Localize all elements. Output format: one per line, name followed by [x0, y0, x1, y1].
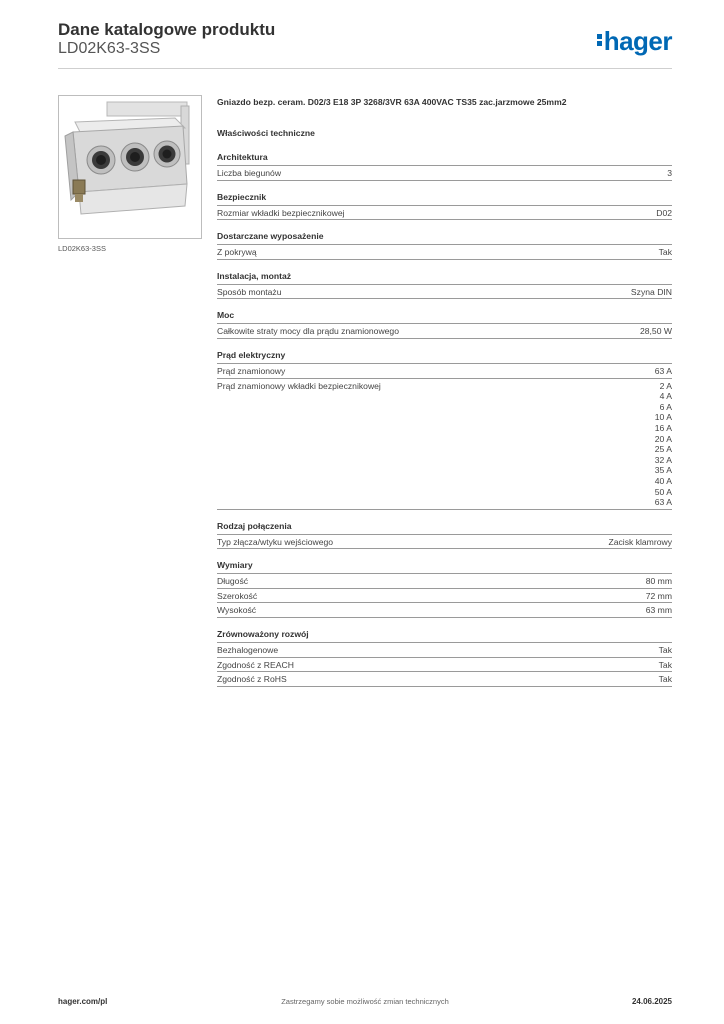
- spec-label: Wysokość: [217, 605, 257, 616]
- spec-value: 32 A: [654, 454, 672, 465]
- spec-label: Zgodność z RoHS: [217, 674, 287, 685]
- spec-label: Prąd znamionowy wkładki bezpiecznikowej: [217, 380, 381, 391]
- logo-dots-icon: [597, 32, 603, 48]
- spec-value: 80 mm: [645, 576, 672, 587]
- spec-row: [217, 245, 672, 260]
- spec-section: [217, 152, 672, 181]
- spec-value: 35 A: [654, 465, 672, 476]
- spec-values: [640, 326, 672, 337]
- section-title: Prąd elektryczny: [217, 350, 672, 364]
- spec-section: [217, 271, 672, 300]
- spec-value: 4 A: [659, 391, 672, 402]
- spec-value: Tak: [658, 659, 672, 670]
- spec-value: 20 A: [654, 433, 672, 444]
- spec-value: 72 mm: [645, 590, 672, 601]
- spec-value: Tak: [658, 247, 672, 258]
- spec-label: Prąd znamionowy: [217, 365, 286, 376]
- page-title: Dane katalogowe produktu: [58, 20, 276, 39]
- spec-row: [217, 324, 672, 339]
- product-code: LD02K63-3SS: [58, 40, 161, 57]
- spec-label: Z pokrywą: [217, 247, 257, 258]
- spec-values: [659, 247, 672, 258]
- spec-values: [667, 168, 672, 179]
- spec-value: 25 A: [654, 444, 672, 455]
- spec-row: [217, 364, 672, 379]
- spec-value: 28,50 W: [639, 326, 672, 337]
- spec-row: [217, 535, 672, 550]
- spec-values: [646, 576, 672, 587]
- spec-label: Zgodność z REACH: [217, 659, 294, 670]
- fuse-base-illustration: [59, 96, 201, 238]
- spec-value: Zacisk klamrowy: [608, 536, 672, 547]
- section-title: Architektura: [217, 152, 672, 166]
- spec-label: Rozmiar wkładki bezpiecznikowej: [217, 207, 345, 218]
- spec-label: Liczba biegunów: [217, 168, 282, 178]
- spec-value: 50 A: [654, 486, 672, 497]
- spec-row: [217, 589, 672, 604]
- spec-values: [655, 381, 672, 508]
- spec-label: Całkowite straty mocy dla prądu znamionowego: [217, 326, 399, 337]
- spec-value: 3: [667, 168, 672, 178]
- spec-row: [217, 658, 672, 673]
- spec-value: 40 A: [654, 475, 672, 486]
- spec-label: Długość: [217, 576, 249, 587]
- spec-label: Szerokość: [217, 590, 258, 601]
- section-title: Instalacja, montaż: [217, 271, 672, 285]
- spec-values: [656, 208, 672, 219]
- footer-notice: Zastrzegamy sobie możliwość zmian technicznych: [281, 997, 449, 1006]
- spec-value: D02: [656, 207, 672, 218]
- spec-section: [217, 350, 672, 510]
- page-header: [58, 20, 672, 70]
- spec-section: [217, 629, 672, 687]
- spec-label: Sposób montażu: [217, 286, 282, 297]
- spec-row: [217, 603, 672, 618]
- spec-section: [217, 521, 672, 550]
- spec-values: [608, 537, 672, 548]
- spec-row: [217, 672, 672, 687]
- footer-date: 24.06.2025: [631, 997, 672, 1006]
- spec-row: [217, 574, 672, 589]
- spec-values: [631, 287, 672, 298]
- spec-row: [217, 379, 672, 510]
- spec-value: Tak: [658, 674, 672, 685]
- spec-value: Tak: [658, 645, 672, 656]
- section-title: Zrównoważony rozwój: [217, 629, 672, 643]
- footer-website: hager.com/pl: [58, 997, 108, 1006]
- spec-value: 63 mm: [645, 605, 672, 616]
- section-title: Rodzaj połączenia: [217, 521, 672, 535]
- spec-section: [217, 192, 672, 221]
- spec-value: 2 A: [659, 380, 672, 391]
- spec-value: 63 A: [654, 497, 672, 508]
- header-divider: [58, 68, 672, 69]
- section-title: Dostarczane wyposażenie: [217, 231, 672, 245]
- spec-row: [217, 206, 672, 221]
- product-description: Gniazdo bezp. ceram. D02/3 E18 3P 3268/3VR 63A 400VAC TS35 zac.jarzmowe 25mm2: [217, 97, 567, 107]
- product-image: [58, 95, 202, 239]
- spec-section: [217, 231, 672, 260]
- hager-logo: hager: [597, 26, 672, 57]
- spec-values: [646, 591, 672, 602]
- spec-value: 63 A: [654, 365, 672, 376]
- spec-values: [659, 660, 672, 671]
- spec-values: [646, 605, 672, 616]
- spec-row: [217, 166, 672, 181]
- product-details: [217, 97, 672, 698]
- image-caption: LD02K63-3SS: [58, 244, 106, 253]
- spec-value: 16 A: [654, 422, 672, 433]
- spec-values: [659, 674, 672, 685]
- spec-sections: [217, 152, 672, 687]
- spec-values: [655, 366, 672, 377]
- section-title: Bezpiecznik: [217, 192, 672, 206]
- spec-value: 6 A: [659, 401, 672, 412]
- spec-label: Typ złącza/wtyku wejściowego: [217, 536, 334, 547]
- properties-heading: Właściwości techniczne: [217, 128, 315, 138]
- spec-section: [217, 560, 672, 618]
- spec-values: [659, 645, 672, 656]
- section-title: Moc: [217, 310, 672, 324]
- section-title: Wymiary: [217, 560, 672, 574]
- spec-section: [217, 310, 672, 339]
- spec-value: 10 A: [654, 412, 672, 423]
- spec-label: Bezhalogenowe: [217, 645, 279, 656]
- spec-row: [217, 285, 672, 300]
- spec-row: [217, 643, 672, 658]
- spec-value: Szyna DIN: [630, 286, 672, 297]
